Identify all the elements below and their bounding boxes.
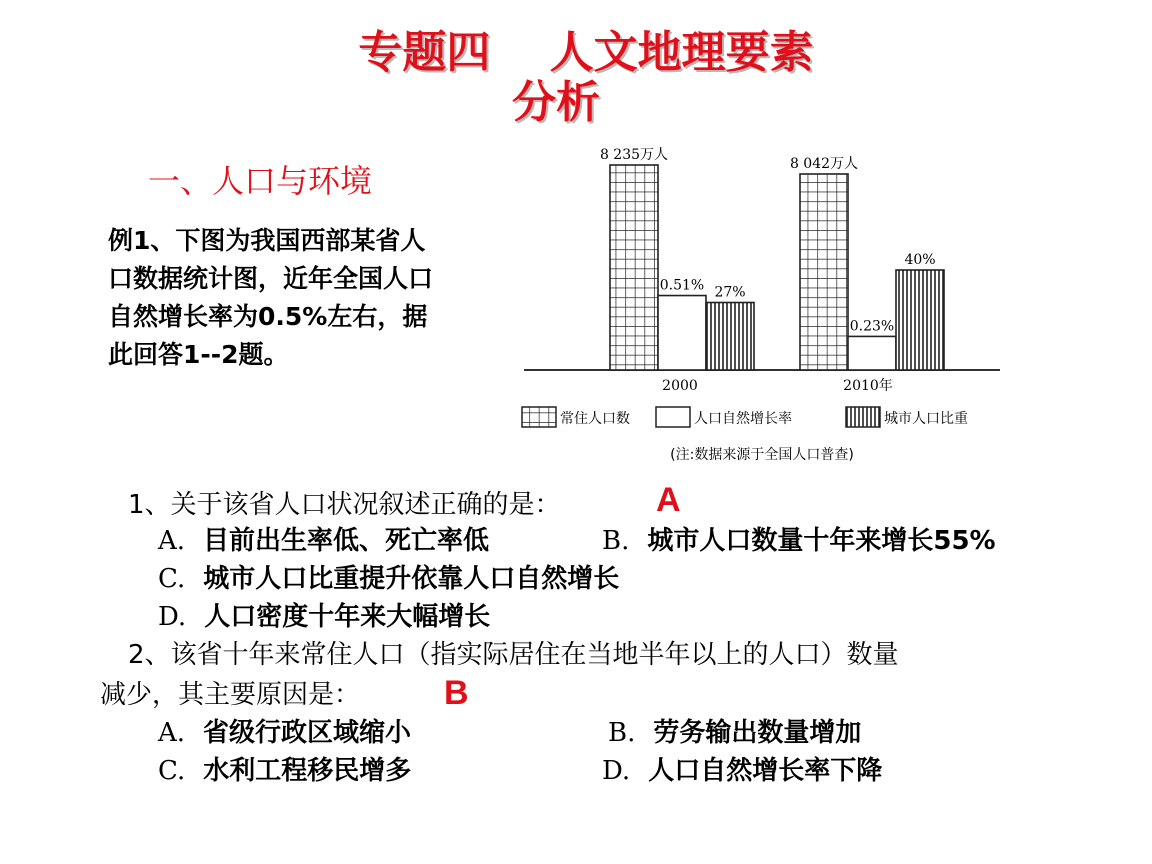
data-label: 27% (714, 284, 746, 301)
q1-option-a[interactable] (158, 520, 489, 557)
x-tick-label: 2010年 (843, 378, 893, 394)
option-text: 劳务输出数量增加 (653, 718, 862, 748)
chart-note: (注:数据来源于全国人口普查) (670, 447, 854, 463)
data-label: 0.51% (659, 277, 705, 294)
option-text: 目前出生率低、死亡率低 (203, 526, 490, 556)
legend-label: 人口自然增长率 (694, 411, 792, 427)
data-label: 8 042万人 (789, 156, 859, 172)
example-text: 例1、下图为我国西部某省人口数据统计图，近年全国人口自然增长率为0.5%左右，据此回答1--2题。 (108, 226, 434, 369)
population-chart (510, 134, 1010, 474)
q2-option-a[interactable] (158, 712, 411, 749)
q1-stem: 1、关于该省人口状况叙述正确的是： (128, 490, 561, 520)
legend-label: 常住人口数 (560, 411, 630, 427)
growth-rate-bar (848, 336, 896, 370)
option-letter: B. (608, 718, 636, 748)
data-label: 0.23% (849, 318, 895, 335)
option-text: 省级行政区域缩小 (203, 718, 412, 748)
option-letter: C. (158, 564, 186, 594)
x-tick-label: 2000 (662, 378, 698, 394)
option-letter: A. (158, 718, 186, 748)
option-letter: C. (158, 756, 186, 786)
q2-answer: B (444, 674, 469, 712)
legend (522, 407, 968, 427)
growth-rate-bar (658, 296, 706, 370)
legend-label: 城市人口比重 (884, 411, 968, 427)
data-label: 40% (904, 252, 936, 268)
q1-option-c[interactable] (158, 558, 619, 595)
q1-answer: A (656, 481, 681, 519)
q2-option-b[interactable] (608, 712, 861, 749)
option-letter: A. (158, 526, 186, 556)
option-letter: D. (602, 756, 631, 786)
data-label: 8 235万人 (599, 147, 669, 163)
option-text: 城市人口比重提升依靠人口自然增长 (203, 564, 620, 594)
population-bar (610, 165, 658, 370)
slide-title-line2: 分析 (512, 77, 600, 128)
q2-option-c[interactable] (158, 750, 411, 787)
q2-stem-line1: 2、该省十年来常住人口（指实际居住在当地半年以上的人口）数量 (128, 640, 899, 670)
slide-title-line1: 专题四 人文地理要素 (358, 27, 814, 78)
option-text: 水利工程移民增多 (203, 756, 412, 786)
q2-option-d[interactable] (602, 750, 882, 787)
q1-option-b[interactable] (602, 520, 996, 557)
option-text: 人口密度十年来大幅增长 (204, 602, 491, 632)
urban-share-bar (896, 270, 944, 370)
option-text: 城市人口数量十年来增长55% (647, 526, 996, 556)
q1-option-d[interactable] (158, 596, 490, 633)
q2-stem-line2: 减少，其主要原因是： (100, 680, 361, 710)
urban-share-bar (706, 303, 754, 371)
section-heading: 一、人口与环境 (148, 162, 373, 200)
slide-title (0, 28, 1152, 128)
population-bar (800, 174, 848, 370)
option-letter: B. (602, 526, 630, 556)
option-text: 人口自然增长率下降 (648, 756, 883, 786)
option-letter: D. (158, 602, 187, 632)
